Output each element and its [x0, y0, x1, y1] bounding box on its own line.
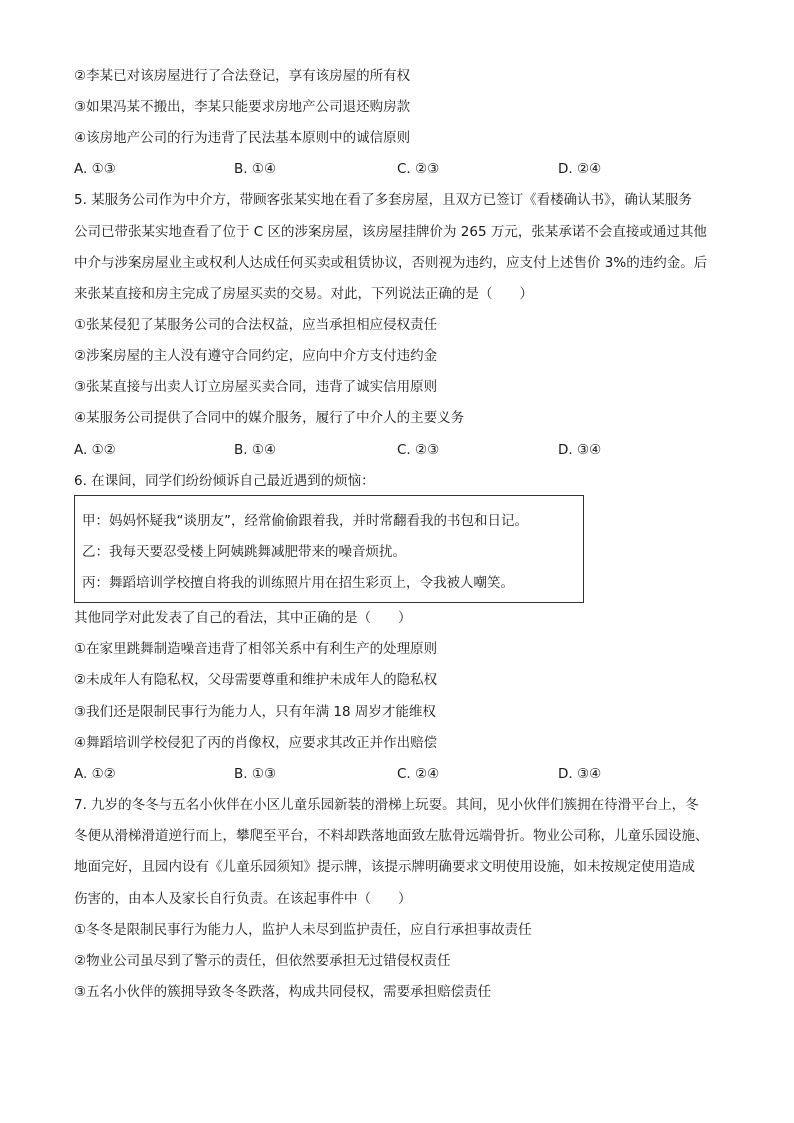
- q5-stem-line-2: 公司已带张某实地查看了位于 C 区的涉案房屋，该房屋挂牌价为 265 万元，张某承诺不会直接或通过其他: [74, 224, 707, 240]
- q5-statement-3: ③张某直接与出卖人订立房屋买卖合同，违背了诚实信用原则: [74, 379, 438, 395]
- q6-prompt: 其他同学对此发表了自己的看法，其中正确的是（ ）: [74, 610, 412, 626]
- q6-statement-1: ①在家里跳舞制造噪音违背了相邻关系中有利生产的处理原则: [74, 641, 438, 657]
- q4-statement-4: ④该房地产公司的行为违背了民法基本原则中的诚信原则: [74, 130, 411, 146]
- q7-stem-line-3: 地面完好，且园内设有《儿童乐园须知》提示牌，该提示牌明确要求文明使用设施，如未按规定使用造成: [74, 859, 695, 875]
- q5-statement-4: ④某服务公司提供了合同中的媒介服务，履行了中介人的主要义务: [74, 410, 465, 426]
- q4-statement-3: ③如果冯某不搬出，李某只能要求房地产公司退还购房款: [74, 99, 411, 115]
- q5-stem-line-1: 5. 某服务公司作为中介方，带顾客张某实地在看了多套房屋，且双方已签订《看楼确认书》，确认某服务: [74, 192, 692, 208]
- q5-option-c[interactable]: C. ②③: [397, 442, 440, 458]
- q4-options: [74, 159, 734, 179]
- q7-stem-line-1: 7. 九岁的冬冬与五名小伙伴在小区儿童乐园新装的滑梯上玩耍。其间，见小伙伴们簇拥在待滑平台上，冬: [74, 797, 699, 813]
- q6-statement-2: ②未成年人有隐私权，父母需要尊重和维护未成年人的隐私权: [74, 672, 438, 688]
- q6-box-line-jia: 甲：妈妈怀疑我“谈朋友”，经常偷偷跟着我，并时常翻看我的书包和日记。: [82, 513, 528, 529]
- q4-statement-2: ②李某已对该房屋进行了合法登记，享有该房屋的所有权: [74, 68, 411, 84]
- q6-option-d[interactable]: D. ③④: [558, 766, 602, 782]
- q5-stem-line-4: 来张某直接和房主完成了房屋买卖的交易。对此，下列说法正确的是（ ）: [74, 286, 533, 302]
- q4-option-a[interactable]: A. ①③: [74, 161, 116, 177]
- q5-option-d[interactable]: D. ③④: [558, 442, 602, 458]
- q7-statement-3: ③五名小伙伴的簇拥导致冬冬跌落，构成共同侵权，需要承担赔偿责任: [74, 984, 492, 1000]
- q4-option-c[interactable]: C. ②③: [397, 161, 440, 177]
- q6-box-line-yi: 乙：我每天要忍受楼上阿姨跳舞减肥带来的噪音烦扰。: [82, 544, 406, 560]
- q6-option-a[interactable]: A. ①②: [74, 766, 116, 782]
- q5-option-b[interactable]: B. ①④: [234, 442, 277, 458]
- q5-option-a[interactable]: A. ①②: [74, 442, 116, 458]
- q6-statement-4: ④舞蹈培训学校侵犯了丙的肖像权，应要求其改正并作出赔偿: [74, 735, 438, 751]
- q7-statement-1: ①冬冬是限制民事行为能力人，监护人未尽到监护责任，应自行承担事故责任: [74, 922, 532, 938]
- q6-quote-box: [74, 495, 584, 603]
- q6-options: [74, 764, 734, 784]
- q6-statement-3: ③我们还是限制民事行为能力人，只有年满 18 周岁才能维权: [74, 704, 436, 720]
- q5-statement-2: ②涉案房屋的主人没有遵守合同约定，应向中介方支付违约金: [74, 348, 438, 364]
- q7-statement-2: ②物业公司虽尽到了警示的责任，但依然要承担无过错侵权责任: [74, 953, 451, 969]
- q6-box-line-bing: 丙：舞蹈培训学校擅自将我的训练照片用在招生彩页上，令我被人嘲笑。: [82, 575, 514, 591]
- q6-option-b[interactable]: B. ①③: [234, 766, 277, 782]
- q5-stem-line-3: 中介与涉案房屋业主或权利人达成任何买卖或租赁协议，否则视为违约，应支付上述售价 3%的违约金。后: [74, 255, 708, 271]
- q6-option-c[interactable]: C. ②④: [397, 766, 440, 782]
- q4-option-d[interactable]: D. ②④: [558, 161, 602, 177]
- q7-stem-line-4: 伤害的，由本人及家长自行负责。在该起事件中（ ）: [74, 891, 412, 907]
- q7-stem-line-2: 冬便从滑梯滑道逆行而上，攀爬至平台，不料却跌落地面致左肱骨远端骨折。物业公司称，儿童乐园设施、: [74, 828, 709, 844]
- q5-options: [74, 440, 734, 460]
- q5-statement-1: ①张某侵犯了某服务公司的合法权益，应当承担相应侵权责任: [74, 317, 438, 333]
- q4-option-b[interactable]: B. ①④: [234, 161, 277, 177]
- q6-stem: 6. 在课间，同学们纷纷倾诉自己最近遇到的烦恼：: [74, 473, 375, 489]
